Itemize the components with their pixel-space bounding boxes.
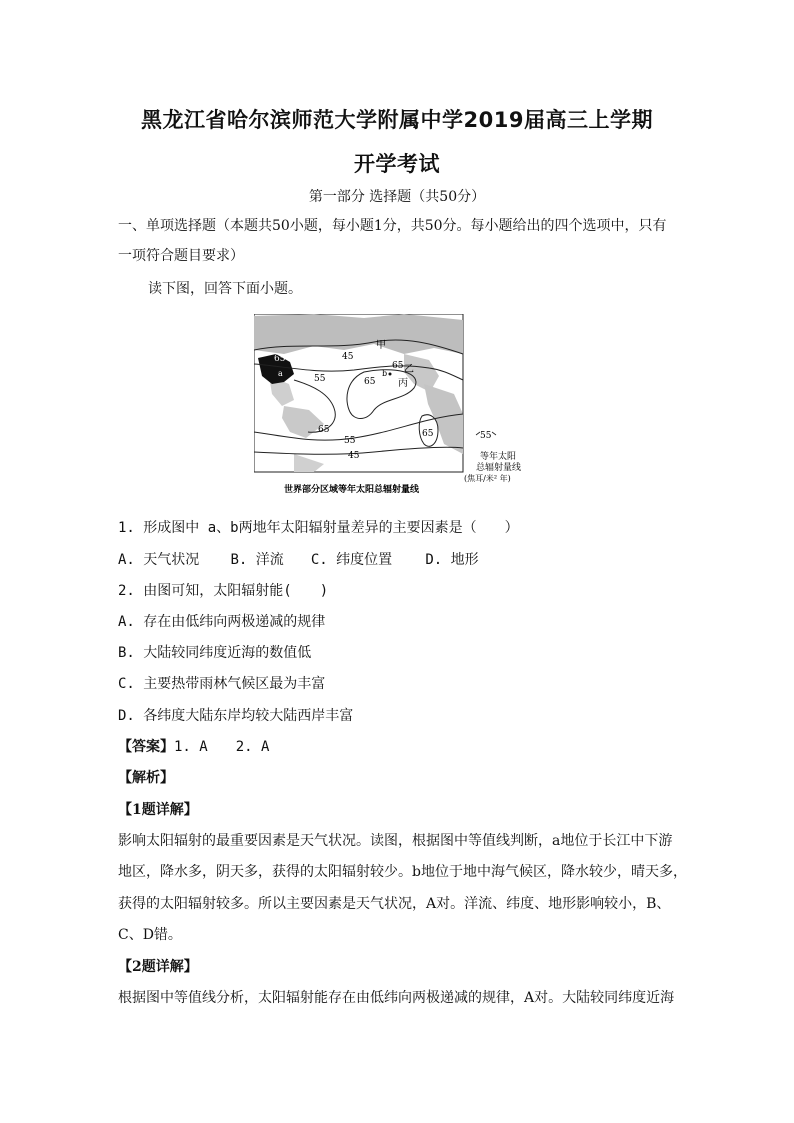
q1-detail-line-3: 获得的太阳辐射较多。所以主要因素是天气状况，A对。洋流、纬度、地形影响较小，B、	[118, 896, 671, 912]
q1-detail-line-2: 地区，降水多，阴天多，获得的太阳辐射较少。b地位于地中海气候区，降水较少，晴天多，	[118, 864, 687, 880]
label-65-right: 65	[392, 361, 404, 371]
q2-detail-line-1: 根据图中等值线分析，太阳辐射能存在由低纬向两极递减的规律，A对。大陆较同纬度近海	[118, 990, 675, 1006]
instructions-line-2: 一项符合题目要求）	[118, 248, 244, 264]
radiation-map-figure	[254, 314, 544, 498]
label-55-bottom: 55	[344, 436, 356, 446]
q2-option-a[interactable]: A. 存在由低纬向两极递减的规律	[118, 614, 326, 630]
q2-option-d[interactable]: D. 各纬度大陆东岸均较大陆西岸丰富	[118, 708, 354, 724]
label-55-left: 55	[314, 374, 326, 384]
label-bing: 丙	[398, 378, 408, 389]
label-jia: 甲	[376, 340, 386, 351]
answer-line	[118, 737, 678, 757]
question-1-stem: 1. 形成图中 a、b两地年太阳辐射量差异的主要因素是（ ）	[118, 520, 519, 536]
legend-line1: 等年太阳	[480, 452, 517, 462]
q2-option-b[interactable]: B. 大陆较同纬度近海的数值低	[118, 645, 312, 661]
legend-unit: (焦耳/米² 年)	[464, 474, 511, 483]
q2-option-c[interactable]: C. 主要热带雨林气候区最为丰富	[118, 676, 326, 692]
label-65-center: 65	[364, 377, 376, 387]
point-b-marker	[389, 373, 392, 376]
q1-option-d[interactable]: D. 地形	[425, 552, 479, 568]
label-a: a	[278, 369, 283, 378]
label-65-china: 65	[274, 354, 286, 364]
page-title: 黑龙江省哈尔滨师范大学附属中学2019届高三上学期	[141, 108, 653, 132]
radiation-map	[254, 314, 544, 498]
label-yi: 乙	[404, 364, 414, 375]
legend-value: 55	[480, 431, 492, 441]
label-45-bottom: 45	[348, 451, 360, 461]
q2-detail-label: 【2题详解】	[118, 959, 198, 975]
q1-detail-line-4: C、D错。	[118, 927, 182, 943]
label-45-top: 45	[342, 352, 354, 362]
q1-option-a[interactable]: A. 天气状况	[118, 552, 200, 568]
q1-detail-label: 【1题详解】	[118, 802, 198, 818]
label-65-aus: 65	[318, 425, 330, 435]
label-b: b	[382, 369, 388, 378]
instructions-line-1: 一、单项选择题（本题共50小题，每小题1分，共50分。每小题给出的四个选项中，只有	[118, 218, 667, 234]
question-1-options	[118, 550, 678, 570]
legend-line2: 总辐射量线	[476, 463, 522, 473]
page-subtitle: 开学考试	[354, 152, 440, 176]
answer-label: 【答案】	[118, 739, 174, 755]
figure-caption: 世界部分区域等年太阳总辐射量线	[284, 485, 420, 495]
answer-text: 1. A 2. A	[174, 739, 270, 755]
section-heading: 第一部分 选择题（共50分）	[308, 189, 486, 205]
q1-detail-line-1: 影响太阳辐射的最重要因素是天气状况。读图，根据图中等值线判断，a地位于长江中下游	[118, 833, 673, 849]
question-2-stem: 2. 由图可知，太阳辐射能( )	[118, 583, 329, 599]
q1-option-c[interactable]: C. 纬度位置	[310, 552, 393, 568]
label-65-east: 65	[422, 429, 434, 439]
analysis-label: 【解析】	[118, 770, 174, 786]
reading-prompt: 读下图，回答下面小题。	[148, 281, 302, 297]
q1-option-b[interactable]: B. 洋流	[230, 552, 284, 568]
